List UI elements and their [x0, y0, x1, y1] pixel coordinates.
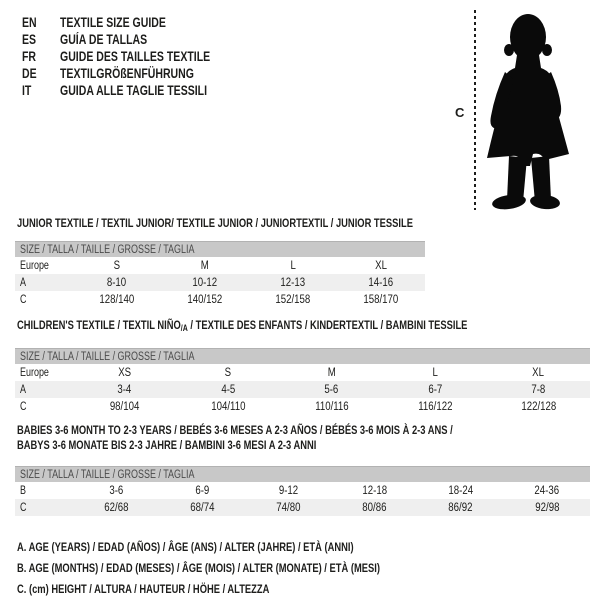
size-table-header: SIZE / TALLA / TAILLE / GRÖSSE / TAGLIA	[15, 466, 590, 482]
footnote-legend	[17, 537, 482, 600]
size-table-header: SIZE / TALLA / TAILLE / GRÖSSE / TAGLIA	[15, 241, 425, 257]
language-row-it	[22, 82, 253, 99]
children-size-table	[15, 348, 590, 415]
lang-code-it: IT	[22, 83, 32, 98]
size-table-header: SIZE / TALLA / TAILLE / GRÖSSE / TAGLIA	[15, 348, 590, 364]
table-row-height: C 128/140 140/152 152/158 158/170	[20, 293, 399, 306]
table-row-height: C 98/104 104/110 110/116 116/122 122/128	[20, 400, 556, 413]
lang-label-es: GUÍA DE TALLAS	[60, 32, 148, 47]
junior-size-table	[15, 241, 425, 308]
lang-code-en: EN	[22, 15, 37, 30]
section-title-babies: BABIES 3-6 MONTH TO 2-3 YEARS / BEBÉS 3-6 MESES A 2-3 AÑOS / BÉBÉS 3-6 MOIS À 2-3 ANS / BABYS 3-6 MONATE BIS 2-3 JAHRE / BAMBINI 3-6 MESI A 2-3 ANNI	[17, 423, 453, 452]
table-row-europe: Europe XS S M L XL	[20, 366, 545, 379]
table-row-age: A 3-4 4-5 5-6 6-7 7-8	[15, 381, 590, 398]
height-measure-label: C	[455, 105, 465, 120]
subscript-a: /A	[180, 323, 188, 333]
language-list	[22, 14, 253, 99]
toddler-silhouette-icon	[481, 9, 571, 211]
lang-code-fr: FR	[22, 49, 37, 64]
lang-code-de: DE	[22, 66, 37, 81]
language-row-de	[22, 65, 253, 82]
lang-label-it: GUIDA ALLE TAGLIE TESSILI	[60, 83, 208, 98]
height-dashed-line	[474, 10, 476, 210]
lang-label-en: TEXTILE SIZE GUIDE	[60, 15, 166, 30]
language-row-fr	[22, 48, 253, 65]
table-row-europe: Europe S M L XL	[20, 259, 387, 272]
table-row-height: C 62/68 68/74 74/80 80/86 86/92 92/98	[15, 499, 590, 516]
section-title-junior: JUNIOR TEXTILE / TEXTIL JUNIOR/ TEXTILE JUNIOR / JUNIORTEXTIL / JUNIOR TESSILE	[17, 216, 413, 230]
lang-code-es: ES	[22, 32, 37, 47]
language-row-es	[22, 31, 253, 48]
lang-label-fr: GUIDE DES TAILLES TEXTILE	[60, 49, 211, 64]
footnote-c: C. (cm) HEIGHT / ALTURA / HAUTEUR / HÖHE / ALTEZZA	[17, 582, 270, 596]
babies-size-table	[15, 466, 590, 516]
language-row-en	[22, 14, 253, 31]
lang-label-de: TEXTILGRÖßENFÜHRUNG	[60, 66, 194, 81]
footnote-b: B. AGE (MONTHS) / EDAD (MESES) / ÂGE (MOIS) / ALTER (MONATE) / ETÀ (MESI)	[17, 561, 380, 575]
table-row-age-months: B 3-6 6-9 9-12 12-18 18-24 24-36	[20, 484, 560, 497]
table-row-age: A 8-10 10-12 12-13 14-16	[15, 274, 425, 291]
section-title-children: CHILDREN'S TEXTILE / TEXTIL $NIÑO_{/A}$ / TEXTILE DES ENFANTS / KINDERTEXTIL / BAMBINI TESSILE	[17, 318, 468, 333]
footnote-a: A. AGE (YEARS) / EDAD (AÑOS) / ÂGE (ANS) / ALTER (JAHRE) / ETÀ (ANNI)	[17, 540, 354, 554]
